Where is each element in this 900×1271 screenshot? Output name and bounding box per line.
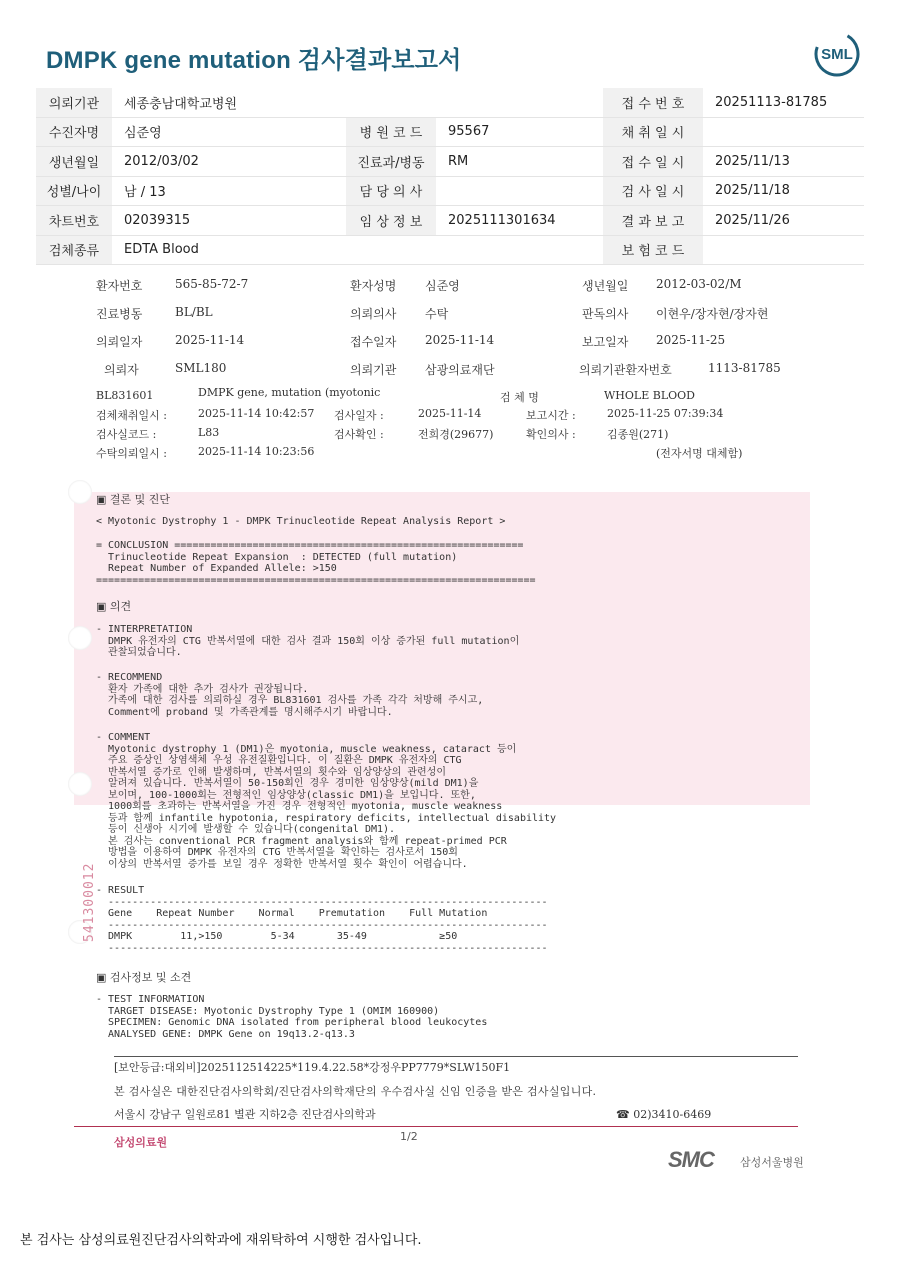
report-heading: < Myotonic Dystrophy 1 - DMPK Trinucleotide Repeat Analysis Report > <box>96 516 506 527</box>
label: 검사일자 : <box>334 409 384 422</box>
divider <box>114 1056 798 1057</box>
value: 2025-11-25 <box>656 333 726 347</box>
interpretation-block: - INTERPRETATION DMPK 유전자의 CTG 반복서열에 대한 검사 결과 150회 이상 증가된 full mutation이 관찰되었습니다. <box>96 624 520 658</box>
value: 2012-03-02/M <box>656 277 742 291</box>
label: 검 체 명 <box>500 391 539 404</box>
logo-text: SML <box>821 46 853 63</box>
info-label: 검체종류 <box>36 235 112 265</box>
value: 1113-81785 <box>708 361 781 375</box>
label: 보고일자 <box>582 335 629 349</box>
info-label: 접 수 번 호 <box>603 88 703 117</box>
value: 삼광의료재단 <box>425 363 495 377</box>
label: 수탁의뢰일시 : <box>96 447 167 460</box>
recommend-block: - RECOMMEND 환자 가족에 대한 추가 검사가 권장됩니다. 가족에 대한 검사를 의뢰하실 경우 BL831601 검사를 가족 각각 처방해 주시고, Comment에 proband 및 가족관계를 명시해주시기 바랍니다. <box>96 672 484 718</box>
info-value: 심준영 <box>112 117 346 147</box>
label: 접수일자 <box>350 335 397 349</box>
value: 심준영 <box>425 279 460 293</box>
info-label: 의뢰기관 <box>36 88 112 117</box>
info-value: RM <box>436 147 603 177</box>
label: 판독의사 <box>582 307 629 321</box>
label: 보고시간 : <box>526 409 576 422</box>
divider <box>74 1126 798 1127</box>
page-title: DMPK gene mutation 검사결과보고서 <box>46 47 462 74</box>
result-block: - RESULT ------------------------------------------------------------------------- Gene Repeat Number Normal Premutation Full Mutation ------------------------------------------------------------------------- DMPK 11,>150 5-34 35-49 ≥50 ------------------------------------------------------------------------- <box>96 885 548 954</box>
info-value: 2025/11/18 <box>703 176 864 206</box>
label: 검사실코드 : <box>96 428 157 441</box>
value: 이현우/장자현/장자현 <box>656 307 769 321</box>
security-line: [보안등급:대외비]2025112514225*119.4.22.58*강정우PP7779*SLW150F1 <box>114 1061 511 1074</box>
info-value: EDTA Blood <box>112 235 346 265</box>
info-value: 95567 <box>436 117 603 147</box>
certification: 본 검사실은 대한진단검사의학회/진단검사의학재단의 우수검사실 신임 인증을 받은 검사실입니다. <box>114 1085 597 1098</box>
section-testinfo: ▣ 검사정보 및 소견 <box>96 971 192 984</box>
label: 진료병동 <box>96 307 143 321</box>
value: 2025-11-14 <box>425 333 495 347</box>
label: 환자성명 <box>350 279 397 293</box>
info-value: 남 / 13 <box>112 176 346 206</box>
phone: ☎ 02)3410-6469 <box>616 1108 712 1121</box>
info-value <box>436 88 603 117</box>
label: 검체채취일시 : <box>96 409 167 422</box>
info-label: 생년월일 <box>36 147 112 177</box>
barcode-number: 541300012 <box>82 862 97 942</box>
label: 확인의사 : <box>526 428 576 441</box>
test-name: DMPK gene, mutation (myotonic <box>198 386 381 399</box>
info-label: 결 과 보 고 <box>603 206 703 236</box>
value: 2025-11-14 10:23:56 <box>198 445 315 458</box>
info-label: 접 수 일 시 <box>603 147 703 177</box>
info-value <box>703 235 864 265</box>
smc-hospital-name: 삼성서울병원 <box>740 1156 804 1169</box>
info-value <box>346 88 436 117</box>
info-label: 보 험 코 드 <box>603 235 703 265</box>
value: 2025-11-14 <box>418 407 482 420</box>
value: 전희경(29677) <box>418 428 494 441</box>
patient-info-table <box>36 88 864 265</box>
info-label: 병 원 코 드 <box>346 117 436 147</box>
punch-hole <box>68 626 92 650</box>
info-label: 담 당 의 사 <box>346 176 436 206</box>
label: 의뢰자 <box>104 363 139 377</box>
section-opinion: ▣ 의견 <box>96 600 132 613</box>
value: 2025-11-14 10:42:57 <box>198 407 315 420</box>
footer-note: 본 검사는 삼성의료원진단검사의학과에 재위탁하여 시행한 검사입니다. <box>20 1233 422 1248</box>
label: 생년월일 <box>582 279 629 293</box>
label: 의뢰기관 <box>350 363 397 377</box>
comment-block: - COMMENT Myotonic dystrophy 1 (DM1)은 myotonia, muscle weakness, cataract 등이 주요 증상인 상염색체 우성 유전질환입니다. 이 질환은 DMPK 유전자의 CTG 반복서열 증가로 인해 발생하며, 반복서열의 횟수와 임상양상의 관련성이 알려져 있습니다. 반복서열이 50-150회인 경우 경미한 임상양상(mild DM1)을 보이며, 100-1000회는 전형적인 임상양상(classic DM1)을 보입니다. 또한, 1000회를 초과하는 반복서열을 가진 경우 전형적인 myotonia, muscle weakness 등과 함께 infantile hypotonia, respiratory deficits, intellectual disability 등이 신생아 시기에 발생할 수 있습니다(congenital DM1). 본 검사는 conventional PCR fragment analysis와 함께 repeat-primed PCR 방법을 이용하여 DMPK 유전자의 CTG 반복서열을 확인하는 검사로서 150회 이상의 반복서열 증가를 보일 경우 정확한 반복서열 횟수 확인이 어렵습니다. <box>96 732 557 870</box>
info-value: 세종충남대학교병원 <box>112 88 346 117</box>
info-value: 2025/11/26 <box>703 206 864 236</box>
info-row <box>36 176 864 206</box>
value: L83 <box>198 426 220 439</box>
value: 2025-11-25 07:39:34 <box>607 407 724 420</box>
info-label: 성별/나이 <box>36 176 112 206</box>
conclusion-block: = CONCLUSION ========================================================== Trinucleotide Repeat Expansion : DETECTED (full mutation) Repeat Number of Expanded Allele: >150 ========================================================================= <box>96 540 536 586</box>
sml-logo <box>813 30 861 78</box>
info-row <box>36 147 864 177</box>
info-value: 2012/03/02 <box>112 147 346 177</box>
info-value: 20251113-81785 <box>703 88 864 117</box>
value: 수탁 <box>425 307 449 321</box>
samsung-medical-label: 삼성의료원 <box>114 1136 168 1149</box>
label: 의뢰일자 <box>96 335 143 349</box>
page-number: 1/2 <box>400 1130 418 1143</box>
scanned-report <box>74 262 810 1130</box>
info-label: 채 취 일 시 <box>603 117 703 147</box>
info-label: 진료과/병동 <box>346 147 436 177</box>
label: 환자번호 <box>96 279 143 293</box>
info-label: 검 사 일 시 <box>603 176 703 206</box>
label: 의뢰기관환자번호 <box>579 363 672 377</box>
info-value <box>346 235 436 265</box>
info-value: 2025/11/13 <box>703 147 864 177</box>
info-value: 2025111301634 <box>436 206 603 236</box>
info-row <box>36 206 864 236</box>
info-row <box>36 235 864 265</box>
label: 의뢰의사 <box>350 307 397 321</box>
esign-note: (전자서명 대체함) <box>656 447 743 460</box>
punch-hole <box>68 480 92 504</box>
punch-hole <box>68 772 92 796</box>
address: 서울시 강남구 일원로81 별관 지하2층 진단검사의학과 <box>114 1108 376 1121</box>
info-label: 차트번호 <box>36 206 112 236</box>
info-row <box>36 117 864 147</box>
value: BL/BL <box>175 305 213 319</box>
value: WHOLE BLOOD <box>604 389 695 402</box>
info-value <box>703 117 864 147</box>
info-label: 임 상 정 보 <box>346 206 436 236</box>
info-value: 02039315 <box>112 206 346 236</box>
testinfo-block: - TEST INFORMATION TARGET DISEASE: Myotonic Dystrophy Type 1 (OMIM 160900) SPECIMEN: Genomic DNA isolated from peripheral blood leukocytes ANALYSED GENE: DMPK Gene on 19q13.2-q13.3 <box>96 994 488 1040</box>
smc-logo: SMC <box>668 1147 714 1172</box>
info-row <box>36 88 864 117</box>
label: 검사확인 : <box>334 428 384 441</box>
info-value <box>436 235 603 265</box>
info-value <box>436 176 603 206</box>
value: 565-85-72-7 <box>175 277 249 291</box>
test-code: BL831601 <box>96 389 154 402</box>
info-label: 수진자명 <box>36 117 112 147</box>
value: SML180 <box>175 361 227 375</box>
value: 2025-11-14 <box>175 333 245 347</box>
section-conclusion: ▣ 결론 및 진단 <box>96 493 171 506</box>
value: 김종원(271) <box>607 428 669 441</box>
